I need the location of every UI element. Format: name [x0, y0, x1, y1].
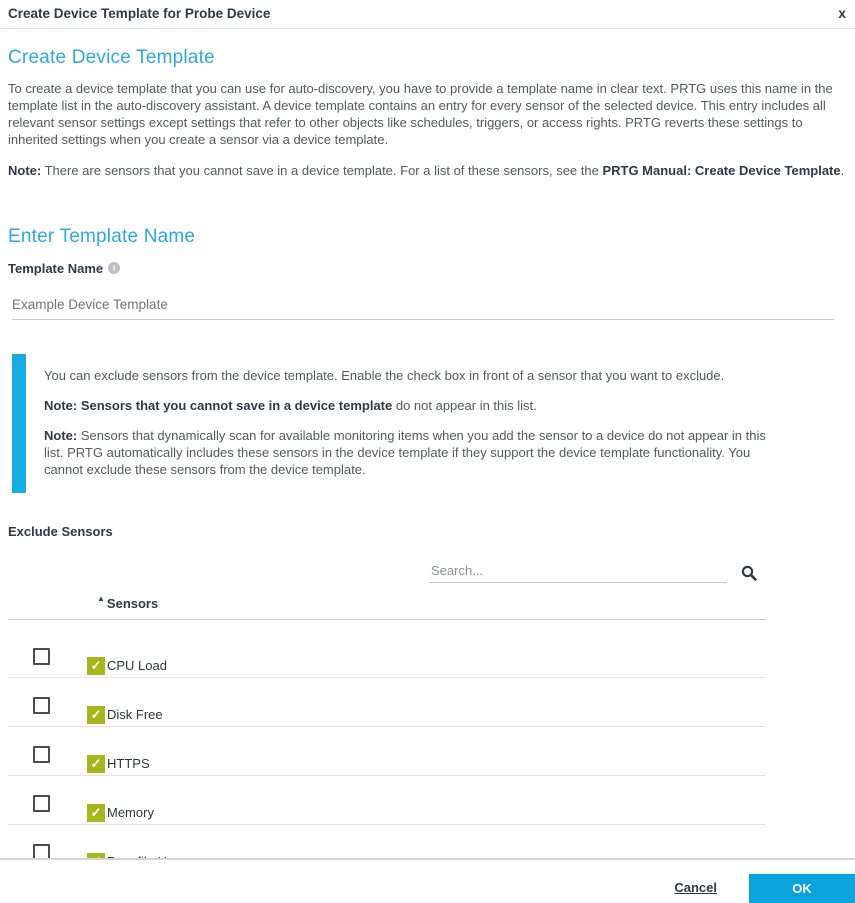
close-icon[interactable]: x	[838, 5, 846, 21]
note-label: Note:	[44, 428, 78, 443]
sensor-row	[8, 678, 766, 727]
info-note-2	[44, 427, 786, 478]
exclude-sensors-label: Exclude Sensors	[8, 524, 113, 539]
sensor-row	[8, 620, 766, 678]
sensor-check-icon: ✓	[87, 657, 105, 675]
dialog-title: Create Device Template for Probe Device	[8, 6, 271, 21]
dialog-header	[0, 0, 855, 29]
sensor-check-icon: ✓	[87, 706, 105, 724]
enter-template-name-heading: Enter Template Name	[8, 226, 196, 247]
template-name-label: Template Name	[8, 261, 104, 276]
intro-note	[8, 162, 847, 179]
info-box-content	[26, 354, 816, 493]
note-label: Note:	[8, 163, 42, 178]
sort-ascending-icon: ▲	[97, 594, 105, 603]
note-suffix: .	[840, 163, 845, 178]
info-box-accent-bar	[12, 354, 26, 493]
info-note-1	[44, 397, 786, 414]
unsavable-sensors-link[interactable]: Sensors that you cannot save in a device template	[80, 398, 393, 413]
sensor-row	[8, 776, 766, 825]
search-row	[8, 561, 847, 583]
exclude-checkbox[interactable]	[33, 746, 50, 763]
intro-paragraph: To create a device template that you can use for auto-discovery, you have to provide a template name in clear text. PRTG uses this name in the template list in the auto-discovery assistant. A device template contains an entry for every sensor of the selected device. This entry includes all relevant sensor settings except settings that refer to other objects like schedules, triggers, or access rights. PRTG reverts these settings to inherited settings when you create a sensor via a device template.	[8, 81, 833, 147]
create-template-heading: Create Device Template	[8, 47, 215, 68]
dialog-body	[0, 47, 855, 874]
search-input[interactable]	[429, 561, 727, 583]
info-note-1-rest: do not appear in this list.	[392, 398, 537, 413]
sensors-table	[8, 561, 847, 874]
note-label: Note:	[44, 398, 78, 413]
sensor-row	[8, 727, 766, 776]
exclude-checkbox[interactable]	[33, 697, 50, 714]
info-icon[interactable]: i	[108, 262, 120, 274]
info-note-2-text: Sensors that dynamically scan for available monitoring items when you add the sensor to a device do not appear in this list. PRTG automatically includes these sensors in the device template if they support the device template functionality. You cannot exclude these sensors from the device template.	[44, 428, 766, 477]
prtg-manual-link[interactable]: PRTG Manual: Create Device Template	[602, 163, 841, 178]
dialog-footer	[0, 858, 855, 903]
cancel-button[interactable]: Cancel	[674, 880, 717, 895]
sensor-check-icon: ✓	[87, 804, 105, 822]
note-text: There are sensors that you cannot save in a device template. For a list of these sensors, see the	[41, 163, 603, 178]
sensor-name: Disk Free	[107, 707, 163, 722]
search-icon[interactable]	[741, 565, 757, 581]
sensors-column-header[interactable]: Sensors	[106, 596, 159, 611]
sensor-name: CPU Load	[107, 658, 167, 673]
sensor-name: Memory	[107, 805, 154, 820]
exclude-checkbox[interactable]	[33, 795, 50, 812]
sensors-column-header-row	[8, 596, 766, 620]
template-name-label-row	[8, 261, 847, 276]
sensor-name: HTTPS	[107, 756, 150, 771]
info-line-1: You can exclude sensors from the device template. Enable the check box in front of a sensor that you want to exclude.	[44, 368, 725, 383]
template-name-input[interactable]	[12, 293, 834, 320]
sensor-check-icon: ✓	[87, 755, 105, 773]
info-box	[12, 354, 847, 493]
exclude-checkbox[interactable]	[33, 648, 50, 665]
ok-button[interactable]: OK	[749, 874, 855, 903]
